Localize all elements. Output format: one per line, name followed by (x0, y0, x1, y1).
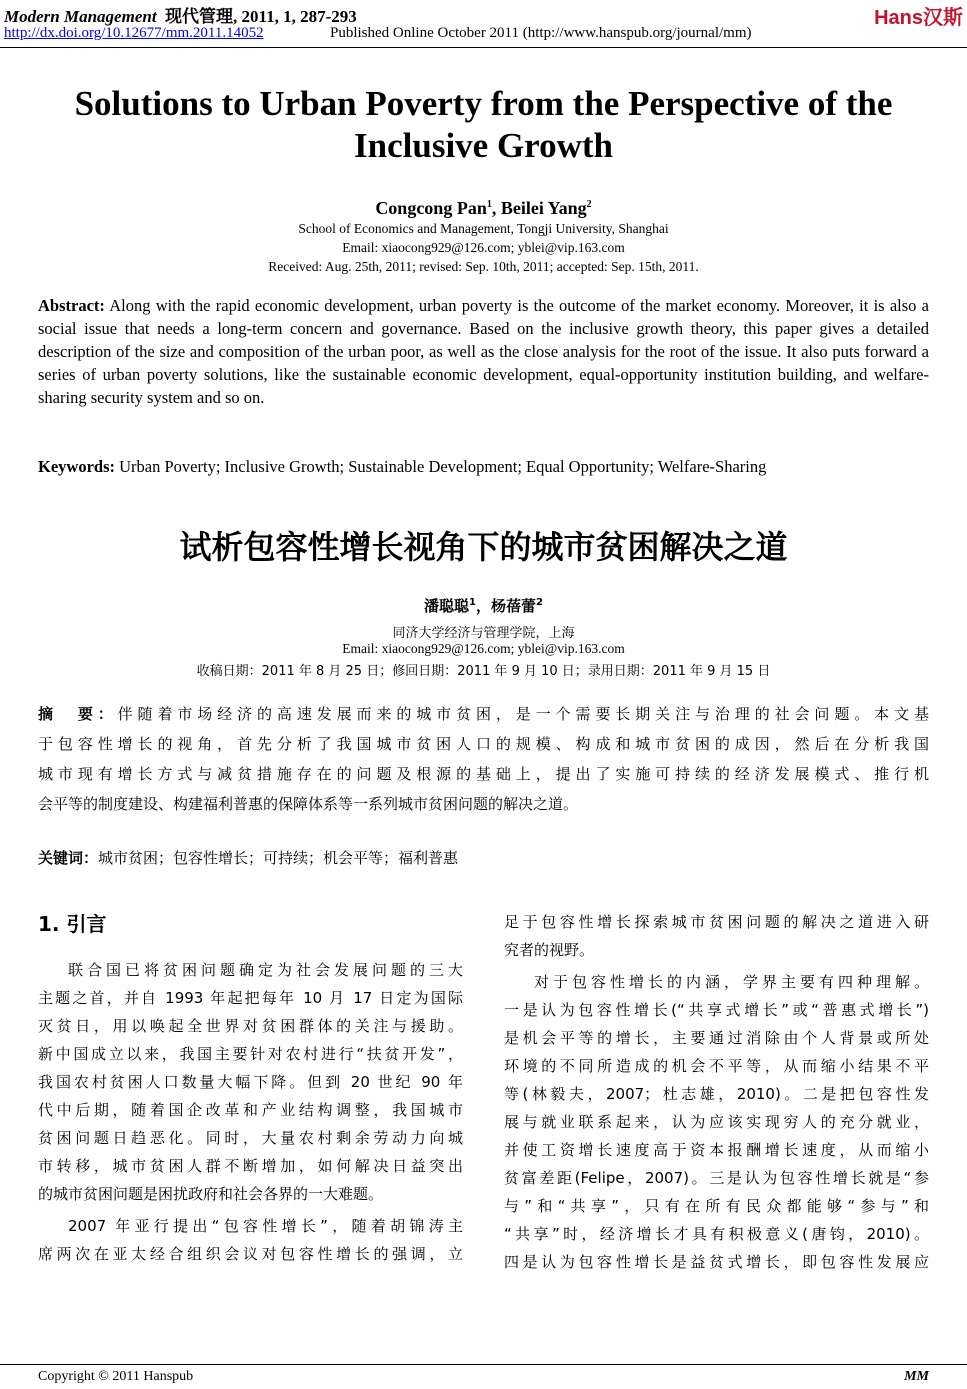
text-line: 四是认为包容性增长是益贫式增长，即包容性发展应 (504, 1253, 929, 1271)
text-line: 对于包容性增长的内涵，学界主要有四种理解。 (534, 973, 929, 991)
authors: Congcong Pan$^1$, Beilei Yang$^2$ (375, 198, 592, 218)
text-line: 足于包容性增长探索城市贫困问题的解决之道进入研 (504, 913, 929, 931)
text-line: 并使工资增长速度高于资本报酬增长速度，从而缩小 (504, 1141, 929, 1159)
text-line: 新中国成立以来，我国主要针对农村进行“扶贫开发”， (38, 1045, 463, 1063)
text-line: 席两次在亚太经合组织会议对包容性增长的强调，立 (38, 1245, 463, 1263)
journal-volume: 现代管理, 2011, 1, 287-293 (165, 7, 357, 26)
paper-title: Solutions to Urban Poverty from the Perspective of the Inclusive Growth (74, 84, 893, 165)
hans-logo: Hans汉斯 (874, 7, 963, 29)
email: Email: xiaocong929@126.com; yblei@vip.163.com (342, 240, 625, 255)
text-line: 代中后期，随着国企改革和产业结构调整，我国城市 (38, 1101, 463, 1119)
text-line: 究者的视野。 (504, 941, 595, 959)
published-info: Published Online October 2011 (http://www.hanspub.org/journal/mm) (330, 25, 752, 41)
chinese-affiliation: 同济大学经济与管理学院，上海 (392, 626, 575, 641)
copyright: Copyright © 2011 Hanspub (38, 1369, 194, 1384)
journal-citation (4, 2, 357, 27)
text-line: 我国农村贫困人口数量大幅下降。但到 20 世纪 90 年 (38, 1073, 463, 1091)
header-rule (0, 47, 967, 48)
text-line: 市转移，城市贫困人群不断增加，如何解决日益突出 (38, 1157, 463, 1175)
footer-rule (0, 1364, 967, 1365)
doi-link[interactable]: http://dx.doi.org/10.12677/mm.2011.14052 (4, 25, 264, 41)
chinese-authors: 潘聪聪$^1$，杨蓓蕾$^2$ (424, 597, 543, 615)
chinese-keywords: 关键词：城市贫困；包容性增长；可持续；机会平等；福利普惠 (38, 849, 459, 867)
text-line: 是机会平等的增长，主要通过消除由个人背景或所处 (504, 1029, 929, 1047)
chinese-title: 试析包容性增长视角下的城市贫困解决之道 (179, 528, 788, 566)
text-line: “共享”时，经济增长才具有积极意义(唐钧，2010)。 (504, 1225, 929, 1243)
text-line: 的城市贫困问题是困扰政府和社会各界的一大难题。 (38, 1185, 384, 1203)
keywords: Keywords: Urban Poverty; Inclusive Growth; Sustainable Development; Equal Opportunity; Welfare-Sharing (38, 457, 767, 476)
text-line: 贫富差距(Felipe，2007)。三是认为包容性增长就是“参 (504, 1169, 929, 1187)
text-line: 环境的不同所造成的机会不平等，从而缩小结果不平 (504, 1057, 929, 1075)
text-line: 主题之首，并自 1993 年起把每年 10 月 17 日定为国际 (38, 989, 463, 1007)
dates: Received: Aug. 25th, 2011; revised: Sep. 10th, 2011; accepted: Sep. 15th, 2011. (268, 259, 699, 274)
right-column (504, 908, 929, 1276)
affiliation: School of Economics and Management, Tongji University, Shanghai (298, 221, 669, 236)
left-column (38, 956, 463, 1268)
journal-abbr: MM (904, 1369, 929, 1384)
text-line: 与”和“共享”，只有在所有民众都能够“参与”和 (504, 1197, 929, 1215)
chinese-email: Email: xiaocong929@126.com; yblei@vip.163.com (342, 641, 625, 656)
journal-name: Modern Management (4, 7, 157, 26)
text-line: 2007 年亚行提出“包容性增长”，随着胡锦涛主 (68, 1217, 463, 1235)
text-line: 灭贫日，用以唤起全世界对贫困群体的关注与援助。 (38, 1017, 463, 1035)
text-line: 展与就业联系起来，认为应该实现穷人的充分就业， (504, 1113, 929, 1131)
text-line: 贫困问题日趋恶化。同时，大量农村剩余劳动力向城 (38, 1129, 463, 1147)
text-line: 一是认为包容性增长(“共享式增长”或“普惠式增长”) (504, 1001, 929, 1019)
text-line: 联合国已将贫困问题确定为社会发展问题的三大 (68, 961, 463, 979)
chinese-dates: 收稿日期：2011 年 8 月 25 日；修回日期：2011 年 9 月 10 日；录用日期：2011 年 9 月 15 日 (196, 664, 771, 679)
text-line: 等(林毅夫，2007；杜志雄，2010)。二是把包容性发 (504, 1085, 929, 1103)
section-heading: 1. 引言 (38, 912, 107, 936)
chinese-abstract: 摘 要：伴随着市场经济的高速发展而来的城市贫困，是一个需要长期关注与治理的社会问题。本文基 于包容性增长的视角，首先分析了我国城市贫困人口的规模、构成和城市贫困的成因，然后在分析我国 城市现有增长方式与减贫措施存在的问题及根源的基础上，提出了实施可持续的经济发展模式、推行机 会平等的制度建设、构建福利普惠的保障体系等一系列城市贫困问题的解决之道。 (38, 705, 929, 813)
abstract: Abstract: Along with the rapid economic development, urban poverty is the outcome of the market economy. Moreover, it is also a social issue that needs a long-term concern and governance. Based on the inclusive growth theory, this paper gives a detailed description of the size and composition of the urban poor, as well as the close analysis for the root of the issue. It also puts forward a series of urban poverty solutions, like the sustainable economic development, equal-opportunity institution building, and welfare-sharing security system and so on. (38, 296, 929, 407)
